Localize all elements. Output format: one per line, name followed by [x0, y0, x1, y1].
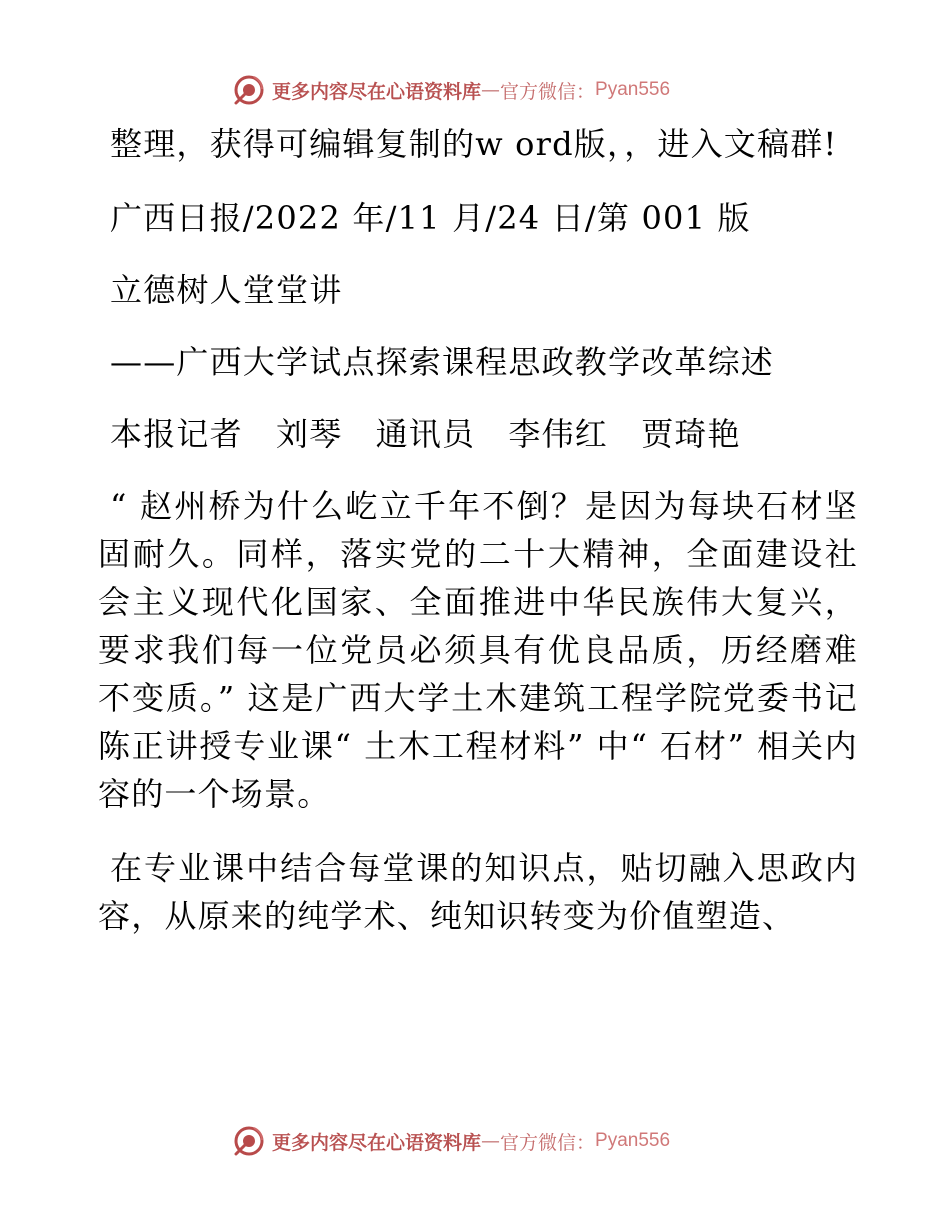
byline: 本报记者 刘琴 通讯员 李伟红 贾琦艳	[110, 415, 741, 453]
watermark-footer	[232, 1123, 670, 1159]
article-title: 立德树人堂堂讲	[110, 271, 343, 309]
body-paragraph-2: 在专业课中结合每堂课的知识点，贴切融入思政内容，从原来的纯学术、纯知识转变为价值塑造、	[98, 849, 858, 935]
watermark-sub-text: 官方微信：	[500, 1131, 596, 1154]
watermark-main-text: 更多内容尽在心语资料库	[272, 80, 482, 103]
body-paragraph-1: “ 赵州桥为什么屹立千年不倒？是因为每块石材坚固耐久。同样，落实党的二十大精神，全面建设社会主义现代化国家、全面推进中华民族伟大复兴，要求我们每一位党员必须具有优良品质，历经磨难不变质。” 这是广西大学土木建筑工程学院党委书记陈正讲授专业课“ 土木工程材料” 中“ 石材” 相关内容的一个场景。	[98, 487, 858, 813]
document-body	[98, 120, 858, 966]
intro-paragraph: 整理，获得可编辑复制的w ord版，，进入文稿群!	[110, 125, 838, 163]
watermark-header	[232, 72, 670, 108]
pen-logo-icon	[232, 73, 266, 107]
watermark-sub-text: 官方微信：	[500, 80, 596, 103]
watermark-dash: —	[481, 79, 501, 101]
pen-logo-icon	[232, 1124, 266, 1158]
article-subtitle: ——广西大学试点探索课程思政教学改革综述	[110, 343, 775, 381]
watermark-wechat-id: Pyan556	[595, 79, 671, 100]
source-line: 广西日报/2022 年/11 月/24 日/第 001 版	[110, 199, 751, 237]
watermark-wechat-id: Pyan556	[595, 1130, 671, 1151]
watermark-dash: —	[481, 1130, 501, 1152]
watermark-main-text: 更多内容尽在心语资料库	[272, 1131, 482, 1154]
